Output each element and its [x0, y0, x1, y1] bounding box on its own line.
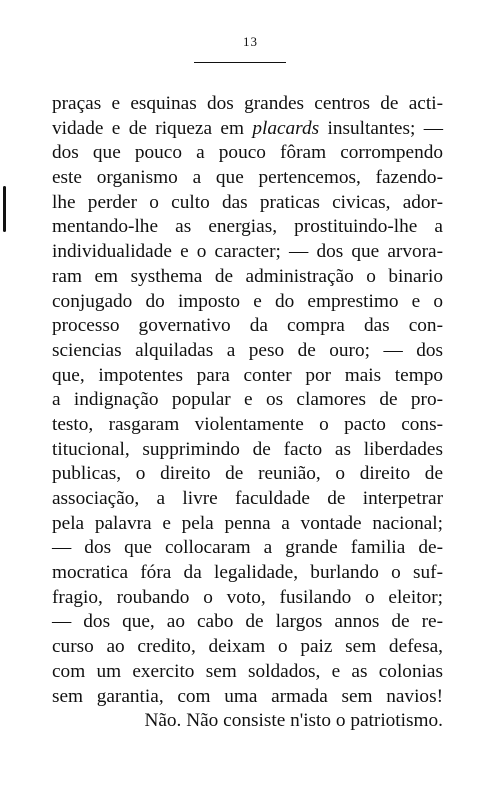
- page-number-rule: [194, 62, 286, 63]
- italic-word: placards: [252, 117, 320, 139]
- text-line: lhe perder o culto das praticas civicas, ador-: [52, 191, 443, 213]
- text-line: praças e esquinas dos grandes centros de acti-: [52, 93, 443, 114]
- text-line-end: insultantes; —: [327, 117, 444, 139]
- text-line: Não. Não consiste n'isto o patriotismo.: [144, 710, 443, 732]
- text-line: conjugado do imposto e do emprestimo e o: [52, 290, 443, 312]
- text-line: publicas, o direito de reunião, o direito de: [52, 463, 443, 485]
- text-line: associação, a livre faculdade de interpetrar: [52, 488, 443, 509]
- text-line: curso ao credito, deixam o paiz sem defesa,: [52, 636, 443, 658]
- text-line: este organismo a que pertencemos, fazendo-: [52, 167, 443, 189]
- text-line: ram em systhema de administração o binario: [52, 265, 443, 287]
- text-line: mocratica fóra da legalidade, burlando o suf-: [52, 562, 443, 584]
- text-line: dos que pouco a pouco fôram corrompendo: [52, 142, 443, 164]
- page-number: 13: [243, 34, 258, 49]
- text-line-start: vidade e de riqueza em: [52, 117, 244, 139]
- text-line: [52, 117, 443, 142]
- text-line: — dos que, ao cabo de largos annos de re-: [52, 611, 443, 633]
- text-line: titucional, supprimindo de facto as liberdades: [52, 438, 443, 460]
- text-line: individualidade e o caracter; — dos que arvora-: [52, 241, 443, 263]
- text-line: pela palavra e pela penna a vontade nacional;: [52, 512, 443, 534]
- text-line: mentando-lhe as energias, prostituindo-lhe a: [52, 216, 443, 238]
- text-line: sem garantia, com uma armada sem navios!: [52, 685, 443, 707]
- text-line: fragio, roubando o voto, fusilando o eleitor;: [52, 586, 443, 608]
- body-text: [52, 92, 443, 734]
- text-line: sciencias alquiladas a peso de ouro; — dos: [52, 339, 443, 361]
- text-line: processo governativo da compra das con-: [52, 315, 443, 337]
- margin-mark: [3, 186, 6, 232]
- text-line: testo, rasgaram violentamente o pacto cons-: [52, 413, 443, 435]
- text-line: com um exercito sem soldados, e as colonias: [52, 660, 443, 682]
- text-line: a indignação popular e os clamores de pro-: [52, 389, 443, 411]
- text-line: que, impotentes para conter por mais tempo: [52, 364, 443, 386]
- text-line: — dos que collocaram a grande familia de-: [52, 537, 443, 559]
